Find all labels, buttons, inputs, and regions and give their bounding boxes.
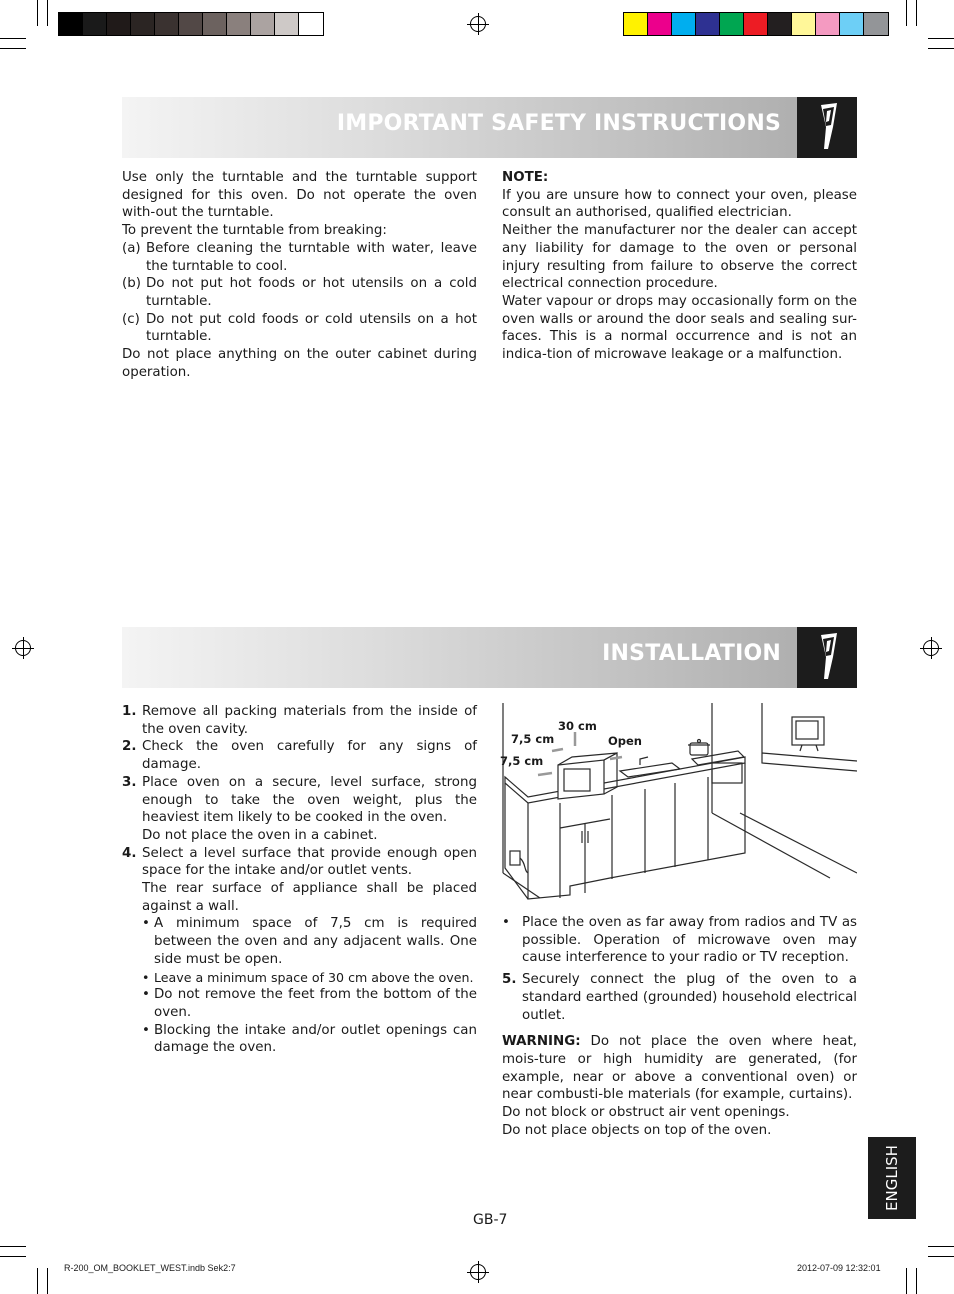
step-item: 1. Remove all packing materials from the inside of the oven cavity. (122, 704, 477, 737)
bullet-item: • Blocking the intake and/or outlet openings can damage the oven. (142, 1022, 477, 1056)
paragraph: Do not place anything on the outer cabinet during operation. (122, 347, 477, 380)
crop-mark (928, 38, 954, 39)
hand-warning-icon (797, 627, 857, 688)
warning-paragraph: WARNING: Do not place the oven where heat, mois-ture or high humidity are generated, (for example, near or above a conventional oven) or near combusti-ble materials (for example, curtains). (502, 1034, 857, 1103)
color-swatch (672, 13, 696, 35)
color-swatch (720, 13, 744, 35)
step-item: 5. Securely connect the plug of the oven to a standard earthed (grounded) household electrical outlet. (502, 972, 857, 1023)
safety-banner (122, 97, 857, 158)
color-swatch (179, 13, 203, 35)
footer-timestamp: 2012-07-09 12:32:01 (797, 1263, 881, 1273)
crop-mark (916, 1268, 917, 1294)
footer-file-info: R-200_OM_BOOKLET_WEST.indb Sek2:7 (64, 1263, 236, 1273)
color-swatch (744, 13, 768, 35)
step-item: 4. Select a level surface that provide enough open space for the intake and/or outlet vents. The rear surface of appliance shall be placed against a wall. (122, 845, 477, 914)
step-item: 2. Check the oven carefully for any signs of damage. (122, 739, 477, 773)
clearance-side-label: 7,5 cm (511, 732, 555, 746)
paragraph: Do not block or obstruct air vent openings. (502, 1105, 790, 1121)
crop-mark (916, 0, 917, 26)
bullet-item: • A minimum space of 7,5 cm is required between the oven and any adjacent walls. One side must be open. (142, 916, 477, 967)
safety-title: IMPORTANT SAFETY INSTRUCTIONS (336, 111, 781, 136)
paragraph: If you are unsure how to connect your oven, please consult an authorised, qualified electrician. (502, 187, 857, 221)
installation-title: INSTALLATION (602, 641, 781, 666)
crop-mark (0, 1256, 26, 1257)
crop-mark (928, 1256, 954, 1257)
crop-mark (906, 0, 907, 26)
list-item: (a) Before cleaning the turntable with water, leave the turntable to cool. (122, 240, 477, 274)
color-swatch (227, 13, 251, 35)
paragraph: Do not place objects on top of the oven. (502, 1122, 772, 1138)
language-tab: ENGLISH (868, 1137, 916, 1219)
registration-mark-icon (470, 1264, 486, 1280)
page-number: GB-7 (473, 1212, 508, 1228)
registration-mark-icon (15, 640, 31, 656)
paragraph: To prevent the turntable from breaking: (122, 223, 387, 239)
color-swatch (648, 13, 672, 35)
list-item: (c) Do not put cold foods or cold utensils on a hot turntable. (122, 311, 477, 345)
safety-right-column (502, 169, 857, 364)
crop-mark (928, 1246, 954, 1247)
color-swatch (299, 13, 323, 35)
color-swatch (768, 13, 792, 35)
step-item: 3. Place oven on a secure, level surface, strong enough to take the oven weight, plus the heaviest item likely to be cooked in the oven. Do not place the oven in a cabinet. (122, 774, 477, 843)
crop-mark (0, 48, 26, 49)
color-swatch (696, 13, 720, 35)
bullet-item: • Do not remove the feet from the bottom of the oven. (142, 987, 477, 1020)
installation-right-column (502, 914, 857, 1139)
paragraph: Water vapour or drops may occasionally form on the oven walls or around the door seals and sealing sur-faces. This is a normal occurrence and is not an indica-tion of microwave leakage or a malfunction. (502, 293, 857, 363)
crop-mark (47, 0, 48, 26)
color-swatch (275, 13, 299, 35)
color-swatch (203, 13, 227, 35)
color-swatch (792, 13, 816, 35)
color-swatch (840, 13, 864, 35)
open-side-label: Open (608, 734, 642, 748)
bullet-item: • Place the oven as far away from radios and TV as possible. Operation of microwave oven may cause interference to your radio or TV reception. (502, 915, 857, 966)
color-swatch (816, 13, 840, 35)
crop-mark (0, 1246, 26, 1247)
installation-left-column (122, 703, 477, 1057)
color-swatch (131, 13, 155, 35)
installation-diagram (500, 703, 857, 903)
crop-mark (0, 38, 26, 39)
color-swatch (624, 13, 648, 35)
crop-mark (37, 0, 38, 26)
color-swatch (83, 13, 107, 35)
color-swatch (864, 13, 888, 35)
color-swatch (59, 13, 83, 35)
installation-banner (122, 627, 857, 688)
crop-mark (928, 48, 954, 49)
paragraph: Use only the turntable and the turntable support designed for this oven. Do not operate the oven with-out the turntable. (122, 170, 477, 221)
color-swatch (155, 13, 179, 35)
crop-mark (906, 1268, 907, 1294)
safety-left-column (122, 169, 477, 381)
color-swatch (251, 13, 275, 35)
registration-mark-icon (923, 640, 939, 656)
gray-color-bar (58, 12, 324, 36)
clearance-side-label: 7,5 cm (500, 754, 544, 768)
registration-mark-icon (470, 16, 486, 32)
color-swatch (107, 13, 131, 35)
clearance-top-label: 30 cm (558, 719, 597, 733)
process-color-bar (623, 12, 889, 36)
crop-mark (47, 1268, 48, 1294)
paragraph: Neither the manufacturer nor the dealer can accept any liability for damage to the oven or personal injury resulting from failure to observe the correct electrical connection procedure. (502, 223, 857, 292)
note-heading: NOTE: (502, 170, 549, 185)
hand-warning-icon (797, 97, 857, 158)
crop-mark (37, 1268, 38, 1294)
list-item: (b) Do not put hot foods or hot utensils on a cold turntable. (122, 276, 477, 309)
bullet-item: • Leave a minimum space of 30 cm above the oven. (142, 969, 474, 985)
